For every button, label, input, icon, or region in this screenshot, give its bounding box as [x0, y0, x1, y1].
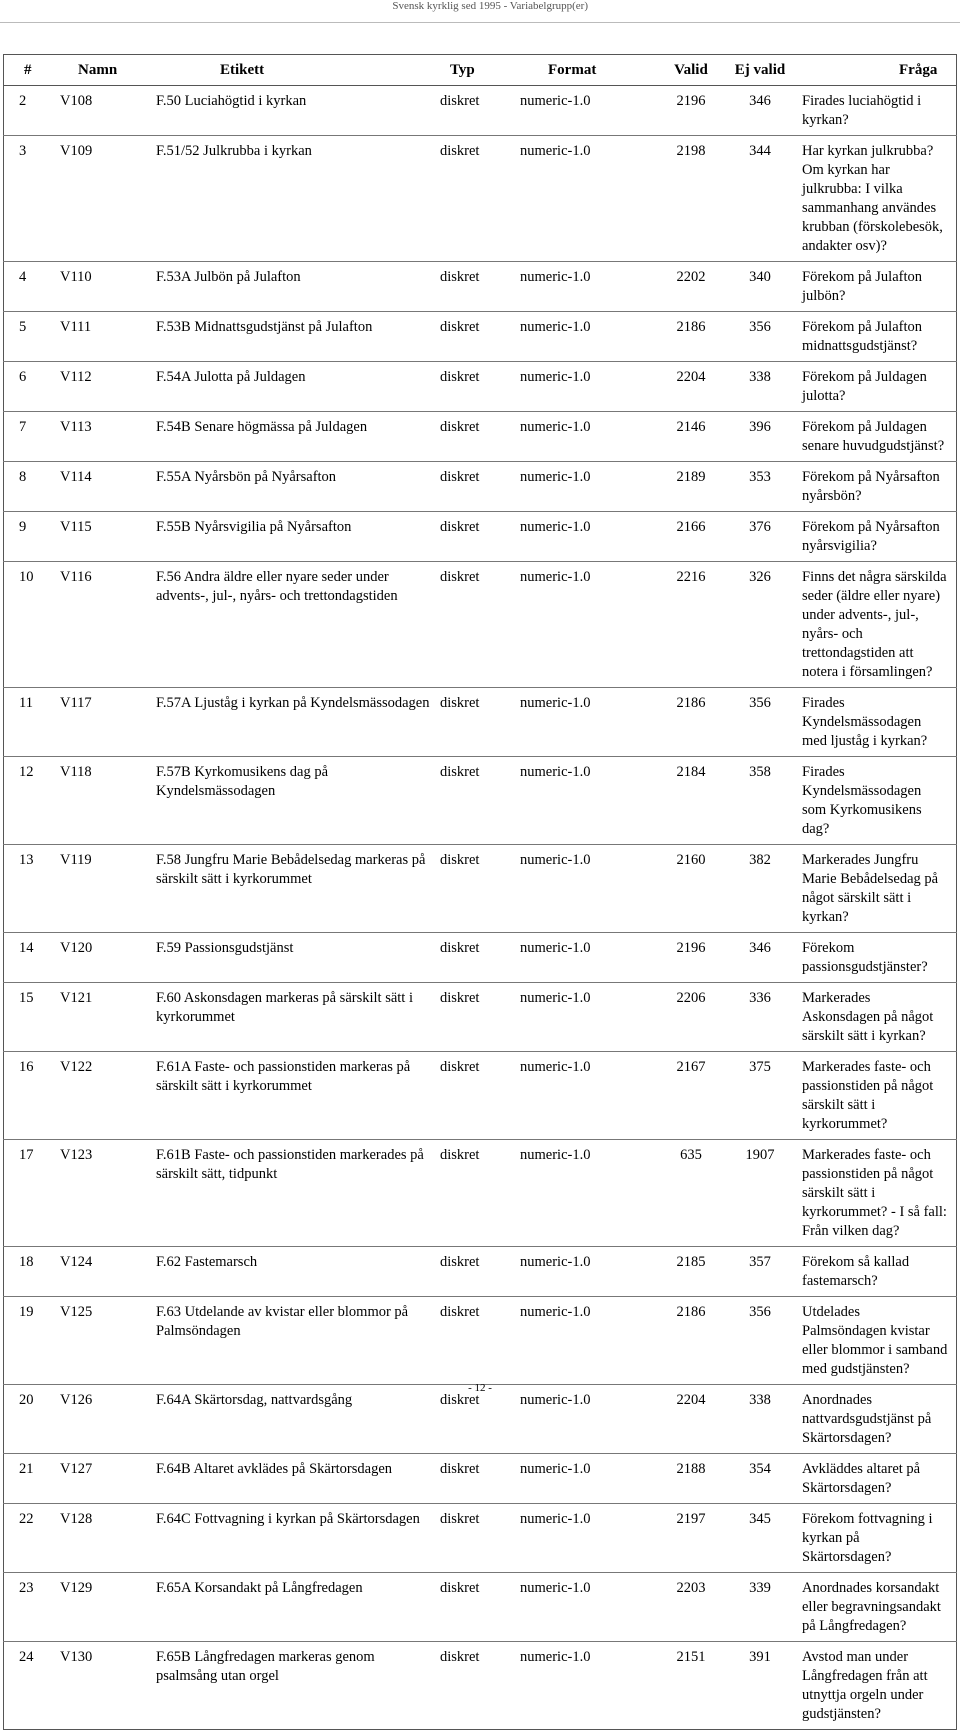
row-label: F.56 Andra äldre eller nyare seder under advents-, jul-, nyårs- och trettondagstiden [156, 562, 440, 688]
row-type: diskret [440, 688, 520, 757]
row-format: numeric-1.0 [520, 136, 658, 262]
row-invalid-count: 356 [724, 312, 796, 362]
row-valid-count: 2186 [658, 1297, 724, 1385]
row-invalid-count: 344 [724, 136, 796, 262]
row-format: numeric-1.0 [520, 1140, 658, 1247]
row-question: Avkläddes altaret på Skärtorsdagen? [796, 1454, 957, 1504]
row-valid-count: 2204 [658, 362, 724, 412]
row-invalid-count: 356 [724, 1297, 796, 1385]
row-label: F.63 Utdelande av kvistar eller blommor på Palmsöndagen [156, 1297, 440, 1385]
row-type: diskret [440, 136, 520, 262]
row-name: V125 [60, 1297, 156, 1385]
row-number: 14 [4, 933, 61, 983]
row-type: diskret [440, 412, 520, 462]
row-valid-count: 2184 [658, 757, 724, 845]
row-name: V126 [60, 1385, 156, 1454]
row-format: numeric-1.0 [520, 1297, 658, 1385]
row-type: diskret [440, 1642, 520, 1730]
row-valid-count: 2202 [658, 262, 724, 312]
row-name: V115 [60, 512, 156, 562]
row-invalid-count: 345 [724, 1504, 796, 1573]
row-invalid-count: 382 [724, 845, 796, 933]
column-header-format: Format [520, 55, 658, 86]
row-valid-count: 2189 [658, 462, 724, 512]
row-name: V111 [60, 312, 156, 362]
table-row [4, 983, 957, 1052]
column-header-type: Typ [440, 55, 520, 86]
row-label: F.54B Senare högmässa på Juldagen [156, 412, 440, 462]
row-question: Anordnades nattvardsgudstjänst på Skärtorsdagen? [796, 1385, 957, 1454]
row-type: diskret [440, 1504, 520, 1573]
table-row [4, 562, 957, 688]
row-invalid-count: 375 [724, 1052, 796, 1140]
row-type: diskret [440, 845, 520, 933]
row-question: Firades Kyndelsmässodagen med ljuståg i kyrkan? [796, 688, 957, 757]
row-label: F.59 Passionsgudstjänst [156, 933, 440, 983]
row-name: V118 [60, 757, 156, 845]
row-format: numeric-1.0 [520, 1642, 658, 1730]
row-invalid-count: 353 [724, 462, 796, 512]
row-name: V109 [60, 136, 156, 262]
table-row [4, 136, 957, 262]
row-format: numeric-1.0 [520, 262, 658, 312]
row-format: numeric-1.0 [520, 462, 658, 512]
table-row [4, 1297, 957, 1385]
row-format: numeric-1.0 [520, 312, 658, 362]
table-row [4, 845, 957, 933]
row-invalid-count: 346 [749, 93, 771, 109]
row-format: numeric-1.0 [520, 1385, 658, 1454]
row-question: Förekom på Nyårsafton nyårsbön? [796, 462, 957, 512]
row-valid-count: 2196 [658, 933, 724, 983]
row-invalid-count: 346 [724, 933, 796, 983]
row-valid-count: 2151 [658, 1642, 724, 1730]
row-format: numeric-1.0 [520, 562, 658, 688]
row-number: 9 [4, 512, 61, 562]
row-number: 24 [4, 1642, 61, 1730]
row-question: Markerades Askonsdagen på något särskilt sätt i kyrkan? [796, 983, 957, 1052]
row-number: 16 [4, 1052, 61, 1140]
row-name: V113 [60, 412, 156, 462]
row-format: numeric-1.0 [520, 688, 658, 757]
row-invalid-count: 354 [724, 1454, 796, 1504]
row-label: F.64B Altaret avklädes på Skärtorsdagen [156, 1454, 440, 1504]
row-label: F.53B Midnattsgudstjänst på Julafton [156, 312, 440, 362]
row-label: F.65B Långfredagen markeras genom psalmsång utan orgel [156, 1642, 440, 1730]
row-name: V108 [60, 93, 93, 109]
row-type: diskret [440, 262, 520, 312]
row-number: 6 [4, 362, 61, 412]
row-label: F.50 Luciahögtid i kyrkan [156, 93, 307, 109]
row-type: diskret [440, 757, 520, 845]
row-number: 4 [4, 262, 61, 312]
row-question: Finns det några särskilda seder (äldre eller nyare) under advents-, jul-, nyårs- och trettondagstiden att notera i församlingen? [796, 562, 957, 688]
row-number: 12 [4, 757, 61, 845]
table-row [4, 362, 957, 412]
row-format: numeric-1.0 [520, 412, 658, 462]
row-label: F.57A Ljuståg i kyrkan på Kyndelsmässodagen [156, 688, 440, 757]
row-type: diskret [440, 562, 520, 688]
row-question: Förekom på Julafton midnattsgudstjänst? [796, 312, 957, 362]
row-name: V112 [60, 362, 156, 412]
row-name: V119 [60, 845, 156, 933]
table-row [4, 86, 957, 136]
row-number: 10 [4, 562, 61, 688]
row-name: V127 [60, 1454, 156, 1504]
table-row [4, 412, 957, 462]
row-number: 19 [4, 1297, 61, 1385]
row-number: 22 [4, 1504, 61, 1573]
row-invalid-count: 358 [724, 757, 796, 845]
row-question: Förekom fottvagning i kyrkan på Skärtorsdagen? [796, 1504, 957, 1573]
row-label: F.64A Skärtorsdag, nattvardsgång [156, 1385, 440, 1454]
row-name: V124 [60, 1247, 156, 1297]
row-type: diskret [440, 1247, 520, 1297]
row-valid-count: 2146 [658, 412, 724, 462]
column-header-question: Fråga [796, 55, 957, 86]
table-row [4, 1504, 957, 1573]
row-label: F.61B Faste- och passionstiden markerades på särskilt sätt, tidpunkt [156, 1140, 440, 1247]
row-invalid-count: 339 [724, 1573, 796, 1642]
row-valid-count: 2185 [658, 1247, 724, 1297]
row-label: F.55A Nyårsbön på Nyårsafton [156, 462, 440, 512]
row-question: Förekom på Juldagen senare huvudgudstjänst? [796, 412, 957, 462]
row-type: diskret [440, 93, 480, 109]
row-name: V128 [60, 1504, 156, 1573]
row-format: numeric-1.0 [520, 1454, 658, 1504]
row-type: diskret [440, 1385, 520, 1454]
row-name: V130 [60, 1642, 156, 1730]
row-label: F.51/52 Julkrubba i kyrkan [156, 136, 440, 262]
row-format: numeric-1.0 [520, 93, 591, 109]
row-number: 15 [4, 983, 61, 1052]
row-question: Förekom på Julafton julbön? [796, 262, 957, 312]
table-row [4, 262, 957, 312]
row-invalid-count: 340 [724, 262, 796, 312]
row-question: Förekom på Juldagen julotta? [796, 362, 957, 412]
row-label: F.54A Julotta på Juldagen [156, 362, 440, 412]
row-question: Firades luciahögtid i kyrkan? [802, 93, 922, 128]
row-label: F.62 Fastemarsch [156, 1247, 440, 1297]
row-invalid-count: 336 [724, 983, 796, 1052]
row-type: diskret [440, 462, 520, 512]
row-label: F.55B Nyårsvigilia på Nyårsafton [156, 512, 440, 562]
row-question: Firades Kyndelsmässodagen som Kyrkomusikens dag? [796, 757, 957, 845]
row-format: numeric-1.0 [520, 1052, 658, 1140]
row-type: diskret [440, 933, 520, 983]
row-name: V116 [60, 562, 156, 688]
row-number: 8 [4, 462, 61, 512]
row-format: numeric-1.0 [520, 983, 658, 1052]
table-row [4, 312, 957, 362]
row-type: diskret [440, 1052, 520, 1140]
row-number: 2 [19, 93, 27, 109]
document-title: Svensk kyrklig sed 1995 - Variabelgrupp(er) [392, 0, 588, 12]
row-question: Utdelades Palmsöndagen kvistar eller blommor i samband med gudstjänsten? [796, 1297, 957, 1385]
row-valid-count: 2197 [658, 1504, 724, 1573]
row-number: 18 [4, 1247, 61, 1297]
row-question: Förekom passionsgudstjänster? [796, 933, 957, 983]
row-valid-count: 2204 [658, 1385, 724, 1454]
row-name: V122 [60, 1052, 156, 1140]
table-row [4, 1140, 957, 1247]
row-label: F.61A Faste- och passionstiden markeras på särskilt sätt i kyrkorummet [156, 1052, 440, 1140]
row-number: 11 [4, 688, 61, 757]
row-format: numeric-1.0 [520, 512, 658, 562]
row-label: F.53A Julbön på Julafton [156, 262, 440, 312]
table-row [4, 1385, 957, 1454]
row-valid-count: 2167 [658, 1052, 724, 1140]
row-format: numeric-1.0 [520, 933, 658, 983]
row-label: F.65A Korsandakt på Långfredagen [156, 1573, 440, 1642]
row-number: 5 [4, 312, 61, 362]
table-row [4, 688, 957, 757]
row-valid-count: 2196 [676, 93, 706, 109]
table-header-row [4, 55, 957, 86]
variable-table-container [3, 54, 957, 1730]
row-question: Förekom på Nyårsafton nyårsvigilia? [796, 512, 957, 562]
table-row [4, 933, 957, 983]
row-number: 21 [4, 1454, 61, 1504]
row-question: Avstod man under Långfredagen från att utnyttja orgeln under gudstjänsten? [796, 1642, 957, 1730]
row-type: diskret [440, 1454, 520, 1504]
row-valid-count: 2216 [658, 562, 724, 688]
row-name: V114 [60, 462, 156, 512]
row-invalid-count: 357 [724, 1247, 796, 1297]
row-invalid-count: 338 [724, 362, 796, 412]
column-header-name: Namn [60, 55, 156, 86]
row-name: V123 [60, 1140, 156, 1247]
row-number: 7 [4, 412, 61, 462]
table-row [4, 1642, 957, 1730]
row-name: V110 [60, 262, 156, 312]
table-row [4, 1454, 957, 1504]
row-format: numeric-1.0 [520, 845, 658, 933]
table-row [4, 1247, 957, 1297]
row-name: V121 [60, 983, 156, 1052]
page-number: - 12 - [468, 1382, 492, 1394]
row-label: F.60 Askonsdagen markeras på särskilt sätt i kyrkorummet [156, 983, 440, 1052]
row-type: diskret [440, 1297, 520, 1385]
row-label: F.64C Fottvagning i kyrkan på Skärtorsdagen [156, 1504, 440, 1573]
row-format: numeric-1.0 [520, 1504, 658, 1573]
row-invalid-count: 391 [724, 1642, 796, 1730]
row-valid-count: 2206 [658, 983, 724, 1052]
row-name: V117 [60, 688, 156, 757]
row-format: numeric-1.0 [520, 1247, 658, 1297]
table-row [4, 1573, 957, 1642]
row-valid-count: 2198 [658, 136, 724, 262]
row-type: diskret [440, 1573, 520, 1642]
row-valid-count: 2186 [658, 688, 724, 757]
row-number: 20 [4, 1385, 61, 1454]
row-format: numeric-1.0 [520, 1573, 658, 1642]
row-type: diskret [440, 512, 520, 562]
table-row [4, 757, 957, 845]
row-number: 17 [4, 1140, 61, 1247]
table-row [4, 462, 957, 512]
row-invalid-count: 376 [724, 512, 796, 562]
row-name: V129 [60, 1573, 156, 1642]
row-invalid-count: 356 [724, 688, 796, 757]
row-number: 3 [4, 136, 61, 262]
table-row [4, 512, 957, 562]
row-type: diskret [440, 362, 520, 412]
row-type: diskret [440, 1140, 520, 1247]
row-invalid-count: 1907 [724, 1140, 796, 1247]
row-type: diskret [440, 312, 520, 362]
page-header [0, 0, 960, 23]
row-invalid-count: 338 [724, 1385, 796, 1454]
row-number: 23 [4, 1573, 61, 1642]
row-valid-count: 2160 [658, 845, 724, 933]
table-body [4, 86, 957, 1730]
row-valid-count: 2166 [658, 512, 724, 562]
row-question: Markerades faste- och passionstiden på något särskilt sätt i kyrkorummet? - I så fall: Från vilken dag? [796, 1140, 957, 1247]
row-question: Markerades Jungfru Marie Bebådelsedag på något särskilt sätt i kyrkan? [796, 845, 957, 933]
row-label: F.58 Jungfru Marie Bebådelsedag markeras på särskilt sätt i kyrkorummet [156, 845, 440, 933]
column-header-label: Etikett [156, 55, 440, 86]
table-row [4, 1052, 957, 1140]
row-label: F.57B Kyrkomusikens dag på Kyndelsmässodagen [156, 757, 440, 845]
row-type: diskret [440, 983, 520, 1052]
row-number: 13 [4, 845, 61, 933]
row-valid-count: 635 [658, 1140, 724, 1247]
row-question: Markerades faste- och passionstiden på något särskilt sätt i kyrkorummet? [796, 1052, 957, 1140]
row-invalid-count: 326 [724, 562, 796, 688]
row-format: numeric-1.0 [520, 362, 658, 412]
variable-table [3, 54, 957, 1730]
row-valid-count: 2188 [658, 1454, 724, 1504]
row-valid-count: 2203 [658, 1573, 724, 1642]
row-question: Anordnades korsandakt eller begravningsandakt på Långfredagen? [796, 1573, 957, 1642]
row-valid-count: 2186 [658, 312, 724, 362]
column-header-invalid: Ej valid [724, 55, 796, 86]
column-header-number: # [4, 55, 61, 86]
row-invalid-count: 396 [724, 412, 796, 462]
column-header-valid: Valid [658, 55, 724, 86]
row-name: V120 [60, 933, 156, 983]
row-question: Har kyrkan julkrubba? Om kyrkan har julkrubba: I vilka sammanhang användes krubban (förskolebesök, andakter osv)? [796, 136, 957, 262]
row-format: numeric-1.0 [520, 757, 658, 845]
row-question: Förekom så kallad fastemarsch? [796, 1247, 957, 1297]
